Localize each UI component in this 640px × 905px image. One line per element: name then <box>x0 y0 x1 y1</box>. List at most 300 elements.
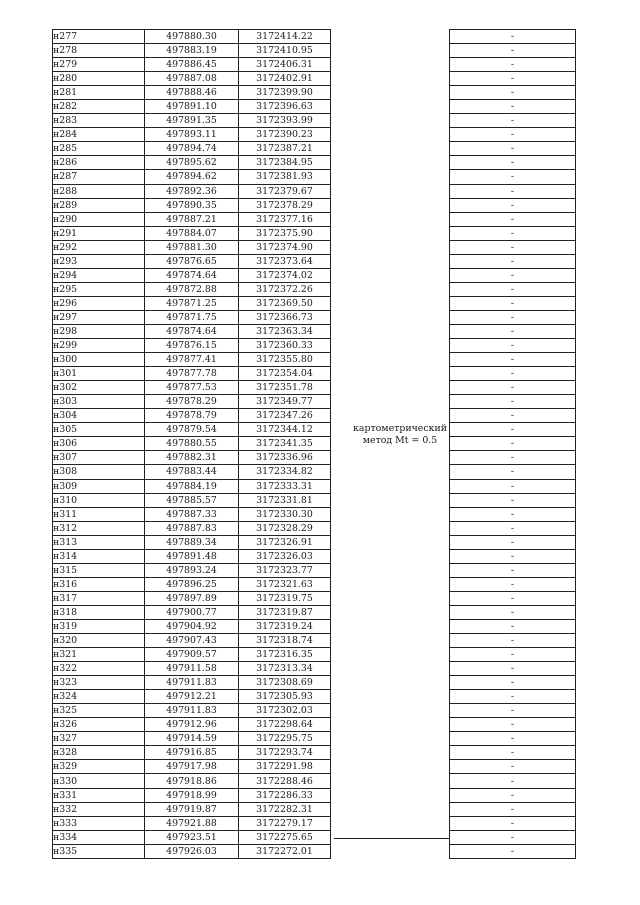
y-coordinate-cell: 3172333.31 <box>239 479 331 493</box>
method-cell <box>331 282 450 296</box>
table-row <box>53 367 576 381</box>
x-coordinate-cell: 497917.98 <box>145 760 239 774</box>
table-row <box>53 226 576 240</box>
method-cell <box>331 732 450 746</box>
table-row <box>53 296 576 310</box>
y-coordinate-cell: 3172279.17 <box>239 816 331 830</box>
method-note-line2: метод Mt = 0.5 <box>362 435 438 446</box>
point-id-cell: н333 <box>53 816 145 830</box>
x-coordinate-cell: 497900.77 <box>145 605 239 619</box>
point-id-cell: н300 <box>53 353 145 367</box>
y-coordinate-cell: 3172375.90 <box>239 226 331 240</box>
x-coordinate-cell: 497888.46 <box>145 86 239 100</box>
error-cell: - <box>450 479 576 493</box>
method-cell <box>331 128 450 142</box>
table-row <box>53 830 576 844</box>
method-cell <box>331 100 450 114</box>
table-row <box>53 282 576 296</box>
y-coordinate-cell: 3172344.12 <box>239 423 331 437</box>
method-cell <box>331 367 450 381</box>
method-cell <box>331 310 450 324</box>
method-cell <box>331 676 450 690</box>
y-coordinate-cell: 3172316.35 <box>239 648 331 662</box>
x-coordinate-cell: 497911.83 <box>145 676 239 690</box>
error-cell: - <box>450 226 576 240</box>
point-id-cell: н290 <box>53 212 145 226</box>
y-coordinate-cell: 3172402.91 <box>239 72 331 86</box>
y-coordinate-cell: 3172319.75 <box>239 591 331 605</box>
error-cell: - <box>450 465 576 479</box>
method-cell <box>331 493 450 507</box>
error-cell: - <box>450 704 576 718</box>
y-coordinate-cell: 3172379.67 <box>239 184 331 198</box>
table-row <box>53 535 576 549</box>
error-cell: - <box>450 184 576 198</box>
point-id-cell: н278 <box>53 44 145 58</box>
point-id-cell: н293 <box>53 254 145 268</box>
y-coordinate-cell: 3172308.69 <box>239 676 331 690</box>
x-coordinate-cell: 497887.08 <box>145 72 239 86</box>
table-row <box>53 676 576 690</box>
x-coordinate-cell: 497877.78 <box>145 367 239 381</box>
method-cell <box>331 254 450 268</box>
y-coordinate-cell: 3172319.24 <box>239 619 331 633</box>
table-row <box>53 381 576 395</box>
table-row <box>53 100 576 114</box>
error-cell: - <box>450 367 576 381</box>
x-coordinate-cell: 497912.96 <box>145 718 239 732</box>
y-coordinate-cell: 3172326.03 <box>239 549 331 563</box>
x-coordinate-cell: 497918.86 <box>145 774 239 788</box>
table-row <box>53 802 576 816</box>
point-id-cell: н313 <box>53 535 145 549</box>
point-id-cell: н315 <box>53 563 145 577</box>
x-coordinate-cell: 497886.45 <box>145 58 239 72</box>
table-row <box>53 437 576 451</box>
error-cell: - <box>450 30 576 44</box>
y-coordinate-cell: 3172372.26 <box>239 282 331 296</box>
point-id-cell: н305 <box>53 423 145 437</box>
y-coordinate-cell: 3172393.99 <box>239 114 331 128</box>
error-cell: - <box>450 816 576 830</box>
table-row <box>53 128 576 142</box>
y-coordinate-cell: 3172414.22 <box>239 30 331 44</box>
method-cell <box>331 353 450 367</box>
error-cell: - <box>450 409 576 423</box>
y-coordinate-cell: 3172410.95 <box>239 44 331 58</box>
y-coordinate-cell: 3172331.81 <box>239 493 331 507</box>
x-coordinate-cell: 497893.24 <box>145 563 239 577</box>
point-id-cell: н296 <box>53 296 145 310</box>
error-cell: - <box>450 128 576 142</box>
method-cell <box>331 86 450 100</box>
x-coordinate-cell: 497892.36 <box>145 184 239 198</box>
x-coordinate-cell: 497921.88 <box>145 816 239 830</box>
point-id-cell: н316 <box>53 577 145 591</box>
method-cell <box>331 114 450 128</box>
error-cell: - <box>450 549 576 563</box>
point-id-cell: н310 <box>53 493 145 507</box>
error-cell: - <box>450 732 576 746</box>
error-cell: - <box>450 830 576 844</box>
y-coordinate-cell: 3172282.31 <box>239 802 331 816</box>
table-row <box>53 591 576 605</box>
table-row <box>53 718 576 732</box>
y-coordinate-cell: 3172318.74 <box>239 634 331 648</box>
x-coordinate-cell: 497894.74 <box>145 142 239 156</box>
y-coordinate-cell: 3172387.21 <box>239 142 331 156</box>
y-coordinate-cell: 3172336.96 <box>239 451 331 465</box>
method-cell <box>331 184 450 198</box>
table-row <box>53 507 576 521</box>
table-row <box>53 170 576 184</box>
point-id-cell: н303 <box>53 395 145 409</box>
coordinates-table <box>52 29 576 859</box>
table-row <box>53 310 576 324</box>
point-id-cell: н314 <box>53 549 145 563</box>
table-row <box>53 212 576 226</box>
point-id-cell: н279 <box>53 58 145 72</box>
y-coordinate-cell: 3172384.95 <box>239 156 331 170</box>
error-cell: - <box>450 605 576 619</box>
method-cell <box>331 802 450 816</box>
y-coordinate-cell: 3172354.04 <box>239 367 331 381</box>
method-cell <box>331 648 450 662</box>
table-row <box>53 577 576 591</box>
point-id-cell: н329 <box>53 760 145 774</box>
method-cell <box>331 339 450 353</box>
table-row <box>53 662 576 676</box>
table-row <box>53 746 576 760</box>
method-cell <box>331 156 450 170</box>
table-row <box>53 114 576 128</box>
method-cell <box>331 662 450 676</box>
x-coordinate-cell: 497889.34 <box>145 535 239 549</box>
method-cell <box>331 774 450 788</box>
point-id-cell: н304 <box>53 409 145 423</box>
error-cell: - <box>450 282 576 296</box>
y-coordinate-cell: 3172272.01 <box>239 844 331 858</box>
x-coordinate-cell: 497891.48 <box>145 549 239 563</box>
error-cell: - <box>450 381 576 395</box>
x-coordinate-cell: 497882.31 <box>145 451 239 465</box>
y-coordinate-cell: 3172286.33 <box>239 788 331 802</box>
x-coordinate-cell: 497911.83 <box>145 704 239 718</box>
x-coordinate-cell: 497876.15 <box>145 339 239 353</box>
point-id-cell: н327 <box>53 732 145 746</box>
x-coordinate-cell: 497877.41 <box>145 353 239 367</box>
table-row <box>53 619 576 633</box>
x-coordinate-cell: 497891.35 <box>145 114 239 128</box>
error-cell: - <box>450 591 576 605</box>
table-row <box>53 732 576 746</box>
error-cell: - <box>450 86 576 100</box>
table-row <box>53 254 576 268</box>
x-coordinate-cell: 497923.51 <box>145 830 239 844</box>
x-coordinate-cell: 497883.44 <box>145 465 239 479</box>
table-row <box>53 605 576 619</box>
point-id-cell: н330 <box>53 774 145 788</box>
y-coordinate-cell: 3172373.64 <box>239 254 331 268</box>
method-cell <box>331 44 450 58</box>
error-cell: - <box>450 451 576 465</box>
table-row <box>53 704 576 718</box>
table-row <box>53 549 576 563</box>
error-cell: - <box>450 634 576 648</box>
point-id-cell: н295 <box>53 282 145 296</box>
x-coordinate-cell: 497887.21 <box>145 212 239 226</box>
point-id-cell: н299 <box>53 339 145 353</box>
error-cell: - <box>450 774 576 788</box>
table-row <box>53 395 576 409</box>
point-id-cell: н307 <box>53 451 145 465</box>
x-coordinate-cell: 497879.54 <box>145 423 239 437</box>
x-coordinate-cell: 497907.43 <box>145 634 239 648</box>
table-row <box>53 409 576 423</box>
table-row <box>53 44 576 58</box>
method-cell <box>331 381 450 395</box>
y-coordinate-cell: 3172326.91 <box>239 535 331 549</box>
y-coordinate-cell: 3172390.23 <box>239 128 331 142</box>
point-id-cell: н289 <box>53 198 145 212</box>
error-cell: - <box>450 240 576 254</box>
x-coordinate-cell: 497885.57 <box>145 493 239 507</box>
table-row <box>53 30 576 44</box>
error-cell: - <box>450 296 576 310</box>
x-coordinate-cell: 497916.85 <box>145 746 239 760</box>
point-id-cell: н292 <box>53 240 145 254</box>
y-coordinate-cell: 3172406.31 <box>239 58 331 72</box>
error-cell: - <box>450 507 576 521</box>
error-cell: - <box>450 142 576 156</box>
point-id-cell: н317 <box>53 591 145 605</box>
error-cell: - <box>450 395 576 409</box>
method-cell <box>331 788 450 802</box>
error-cell: - <box>450 648 576 662</box>
point-id-cell: н302 <box>53 381 145 395</box>
y-coordinate-cell: 3172313.34 <box>239 662 331 676</box>
table-row <box>53 774 576 788</box>
method-cell <box>331 212 450 226</box>
y-coordinate-cell: 3172374.02 <box>239 268 331 282</box>
y-coordinate-cell: 3172295.75 <box>239 732 331 746</box>
point-id-cell: н287 <box>53 170 145 184</box>
method-cell <box>331 198 450 212</box>
method-cell <box>331 718 450 732</box>
method-cell <box>331 268 450 282</box>
method-cell <box>331 395 450 409</box>
method-cell <box>331 816 450 830</box>
table-row <box>53 72 576 86</box>
error-cell: - <box>450 212 576 226</box>
table-row <box>53 324 576 338</box>
x-coordinate-cell: 497897.89 <box>145 591 239 605</box>
error-cell: - <box>450 44 576 58</box>
x-coordinate-cell: 497880.55 <box>145 437 239 451</box>
y-coordinate-cell: 3172381.93 <box>239 170 331 184</box>
x-coordinate-cell: 497874.64 <box>145 268 239 282</box>
error-cell: - <box>450 844 576 858</box>
error-cell: - <box>450 718 576 732</box>
x-coordinate-cell: 497884.19 <box>145 479 239 493</box>
error-cell: - <box>450 156 576 170</box>
method-cell <box>331 549 450 563</box>
point-id-cell: н323 <box>53 676 145 690</box>
x-coordinate-cell: 497891.10 <box>145 100 239 114</box>
error-cell: - <box>450 760 576 774</box>
point-id-cell: н297 <box>53 310 145 324</box>
method-cell <box>331 296 450 310</box>
error-cell: - <box>450 339 576 353</box>
table-row <box>53 690 576 704</box>
method-cell <box>331 844 450 858</box>
point-id-cell: н306 <box>53 437 145 451</box>
table-row <box>53 493 576 507</box>
error-cell: - <box>450 100 576 114</box>
method-cell <box>331 142 450 156</box>
x-coordinate-cell: 497871.25 <box>145 296 239 310</box>
x-coordinate-cell: 497919.87 <box>145 802 239 816</box>
method-cell <box>331 409 450 423</box>
table-row <box>53 58 576 72</box>
x-coordinate-cell: 497909.57 <box>145 648 239 662</box>
method-cell <box>331 451 450 465</box>
table-row <box>53 648 576 662</box>
point-id-cell: н284 <box>53 128 145 142</box>
method-cell <box>331 58 450 72</box>
error-cell: - <box>450 619 576 633</box>
y-coordinate-cell: 3172377.16 <box>239 212 331 226</box>
x-coordinate-cell: 497890.35 <box>145 198 239 212</box>
x-coordinate-cell: 497894.62 <box>145 170 239 184</box>
point-id-cell: н320 <box>53 634 145 648</box>
table-row <box>53 451 576 465</box>
point-id-cell: н294 <box>53 268 145 282</box>
x-coordinate-cell: 497887.33 <box>145 507 239 521</box>
y-coordinate-cell: 3172341.35 <box>239 437 331 451</box>
error-cell: - <box>450 423 576 437</box>
x-coordinate-cell: 497883.19 <box>145 44 239 58</box>
point-id-cell: н285 <box>53 142 145 156</box>
point-id-cell: н332 <box>53 802 145 816</box>
table-row <box>53 142 576 156</box>
method-cell <box>331 324 450 338</box>
error-cell: - <box>450 324 576 338</box>
x-coordinate-cell: 497872.88 <box>145 282 239 296</box>
y-coordinate-cell: 3172363.34 <box>239 324 331 338</box>
method-note <box>346 423 454 447</box>
point-id-cell: н277 <box>53 30 145 44</box>
y-coordinate-cell: 3172288.46 <box>239 774 331 788</box>
method-cell <box>331 240 450 254</box>
table-row <box>53 423 576 437</box>
table-row <box>53 268 576 282</box>
method-cell <box>331 634 450 648</box>
y-coordinate-cell: 3172305.93 <box>239 690 331 704</box>
error-cell: - <box>450 746 576 760</box>
error-cell: - <box>450 114 576 128</box>
x-coordinate-cell: 497878.29 <box>145 395 239 409</box>
method-cell <box>331 746 450 760</box>
table-row <box>53 198 576 212</box>
y-coordinate-cell: 3172275.65 <box>239 830 331 844</box>
point-id-cell: н286 <box>53 156 145 170</box>
y-coordinate-cell: 3172351.78 <box>239 381 331 395</box>
point-id-cell: н322 <box>53 662 145 676</box>
table-row <box>53 634 576 648</box>
error-cell: - <box>450 788 576 802</box>
table-row <box>53 563 576 577</box>
point-id-cell: н298 <box>53 324 145 338</box>
table-row <box>53 339 576 353</box>
error-cell: - <box>450 58 576 72</box>
point-id-cell: н318 <box>53 605 145 619</box>
method-cell <box>331 535 450 549</box>
error-cell: - <box>450 72 576 86</box>
x-coordinate-cell: 497895.62 <box>145 156 239 170</box>
table-row <box>53 184 576 198</box>
error-cell: - <box>450 437 576 451</box>
y-coordinate-cell: 3172374.90 <box>239 240 331 254</box>
point-id-cell: н335 <box>53 844 145 858</box>
method-note-line1: картометрический <box>353 423 447 434</box>
error-cell: - <box>450 170 576 184</box>
x-coordinate-cell: 497914.59 <box>145 732 239 746</box>
x-coordinate-cell: 497871.75 <box>145 310 239 324</box>
point-id-cell: н283 <box>53 114 145 128</box>
method-cell <box>331 619 450 633</box>
method-cell <box>331 704 450 718</box>
y-coordinate-cell: 3172302.03 <box>239 704 331 718</box>
x-coordinate-cell: 497884.07 <box>145 226 239 240</box>
method-cell <box>331 577 450 591</box>
error-cell: - <box>450 535 576 549</box>
x-coordinate-cell: 497911.58 <box>145 662 239 676</box>
table-row <box>53 760 576 774</box>
x-coordinate-cell: 497876.65 <box>145 254 239 268</box>
point-id-cell: н311 <box>53 507 145 521</box>
y-coordinate-cell: 3172323.77 <box>239 563 331 577</box>
point-id-cell: н291 <box>53 226 145 240</box>
error-cell: - <box>450 577 576 591</box>
y-coordinate-cell: 3172399.90 <box>239 86 331 100</box>
y-coordinate-cell: 3172378.29 <box>239 198 331 212</box>
point-id-cell: н312 <box>53 521 145 535</box>
point-id-cell: н325 <box>53 704 145 718</box>
point-id-cell: н324 <box>53 690 145 704</box>
method-cell <box>331 760 450 774</box>
point-id-cell: н301 <box>53 367 145 381</box>
y-coordinate-cell: 3172349.77 <box>239 395 331 409</box>
x-coordinate-cell: 497880.30 <box>145 30 239 44</box>
table-row <box>53 521 576 535</box>
y-coordinate-cell: 3172366.73 <box>239 310 331 324</box>
point-id-cell: н288 <box>53 184 145 198</box>
error-cell: - <box>450 802 576 816</box>
x-coordinate-cell: 497887.83 <box>145 521 239 535</box>
divider-line <box>334 838 450 839</box>
error-cell: - <box>450 521 576 535</box>
x-coordinate-cell: 497881.30 <box>145 240 239 254</box>
point-id-cell: н282 <box>53 100 145 114</box>
y-coordinate-cell: 3172298.64 <box>239 718 331 732</box>
table-row <box>53 465 576 479</box>
coordinates-table-body <box>53 30 576 859</box>
error-cell: - <box>450 690 576 704</box>
method-cell <box>331 72 450 86</box>
method-cell <box>331 30 450 44</box>
y-coordinate-cell: 3172319.87 <box>239 605 331 619</box>
